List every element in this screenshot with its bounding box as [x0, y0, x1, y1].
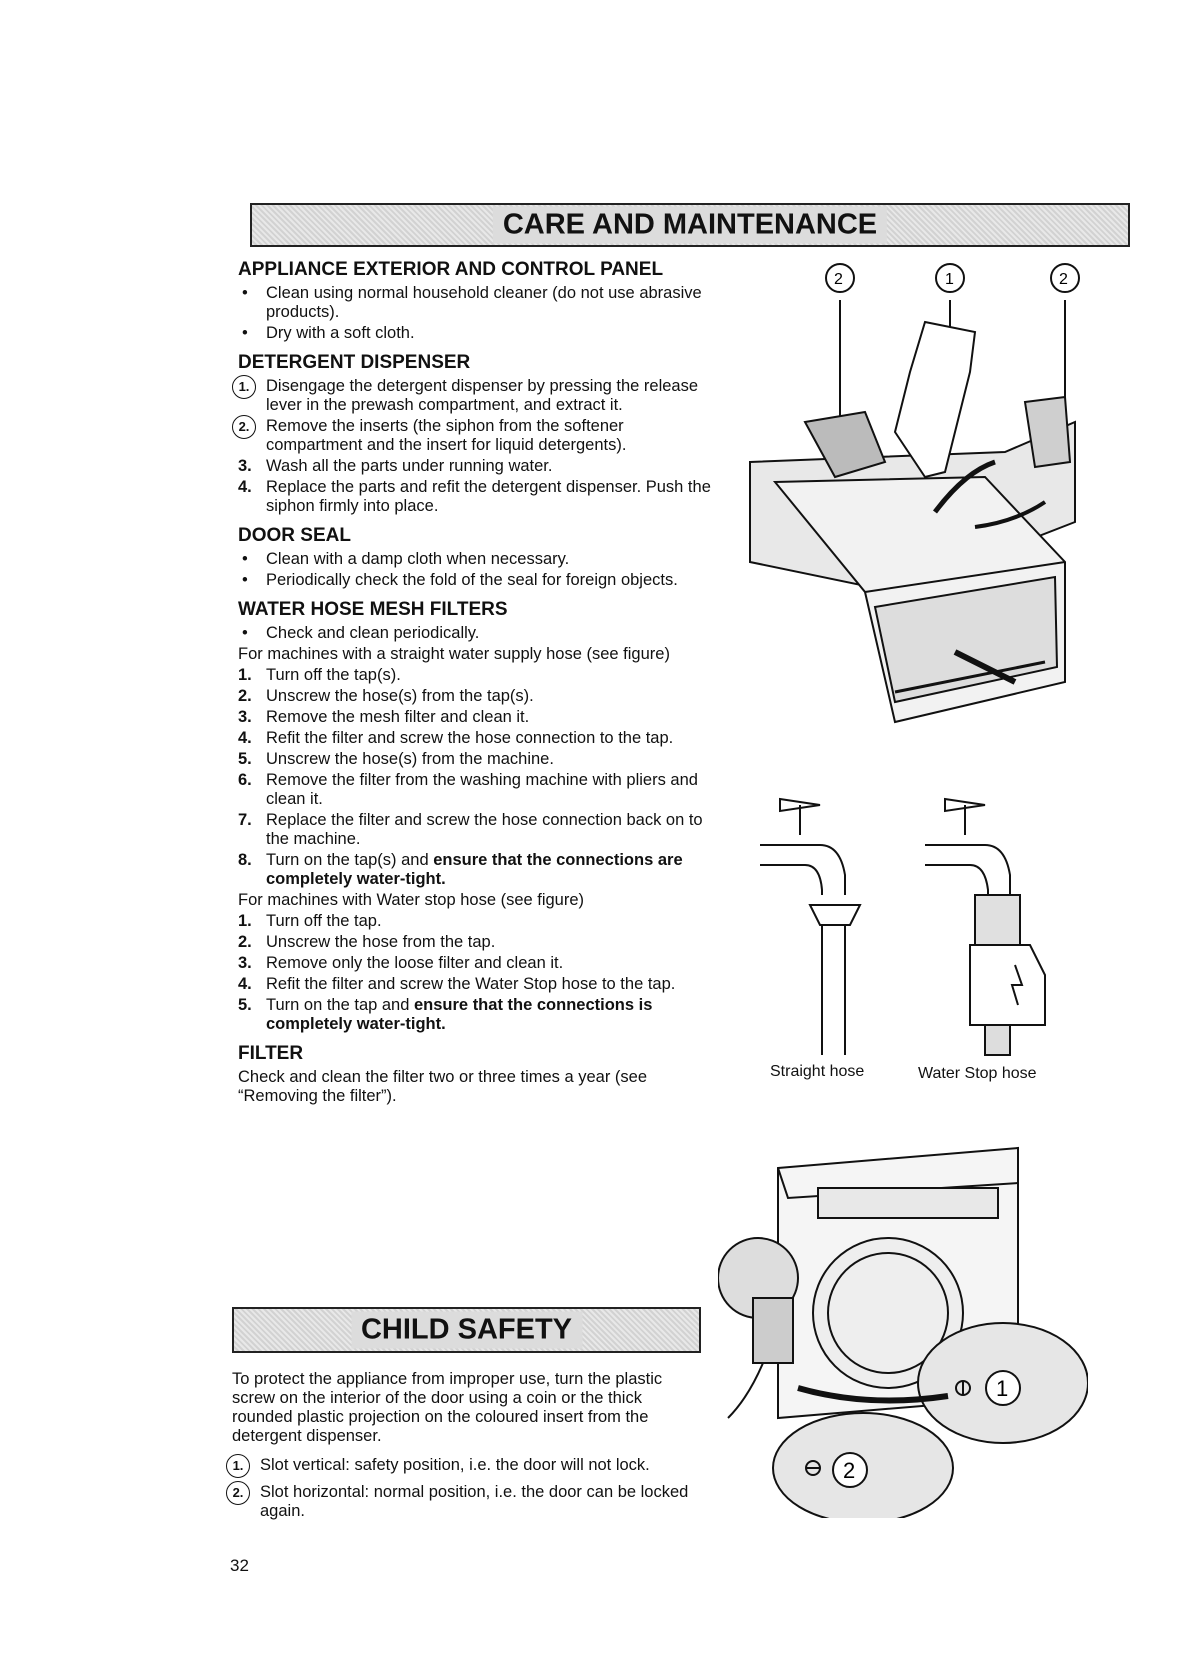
hose-step: 3. Remove the mesh filter and clean it. [238, 708, 530, 726]
hose-bullet: • Check and clean periodically. [238, 624, 713, 643]
step-number-circle: 1. [232, 375, 256, 399]
child-safety-paragraph: To protect the appliance from improper use, turn the plastic screw on the interior of the door using a coin or the thick rounded plastic projection on the coloured insert from the detergent dispenser. [232, 1370, 663, 1445]
filter-text: Check and clean the filter two or three times a year (see “Removing the filter”). [238, 1068, 648, 1105]
care-maintenance-banner [250, 203, 1130, 247]
step-number: 4. [238, 478, 252, 496]
dispenser-heading: DETERGENT DISPENSER [238, 352, 471, 373]
hose-intro-waterstop: For machines with Water stop hose (see figure) [238, 891, 585, 909]
step-number: 3. [238, 457, 252, 475]
care-maintenance-title: CARE AND MAINTENANCE [493, 207, 887, 244]
hose-step: 8. Turn on the tap(s) and ensure that the connections are completely water-tight. [238, 851, 683, 888]
hose-step: 4. Refit the filter and screw the hose connection to the tap. [238, 729, 674, 747]
page-number: 32 [230, 1556, 249, 1575]
hose-step: 3. Remove only the loose filter and clean it. [238, 954, 564, 972]
child-safety-step: 2. Slot horizontal: normal position, i.e. the door can be locked again. [232, 1483, 702, 1521]
door-callout-1: 1 [996, 1376, 1009, 1401]
door-seal-bullet: • Clean with a damp cloth when necessary. [238, 550, 713, 569]
dispenser-section [238, 351, 713, 516]
hose-step: 6. Remove the filter from the washing machine with pliers and clean it. [238, 771, 698, 808]
child-safety-text [232, 1368, 702, 1523]
filter-heading: FILTER [238, 1043, 304, 1064]
hose-step: 1. Turn off the tap(s). [238, 666, 401, 684]
hose-step: 4. Refit the filter and screw the Water Stop hose to the tap. [238, 975, 676, 993]
hose-step: 5. Unscrew the hose(s) from the machine. [238, 750, 554, 768]
exterior-section [238, 258, 713, 343]
door-seal-heading: DOOR SEAL [238, 525, 351, 546]
left-text-column [238, 258, 713, 1114]
hose-intro-straight: For machines with a straight water supply hose (see figure) [238, 645, 670, 663]
callout-2-left: 2 [834, 271, 843, 288]
hose-heading: WATER HOSE MESH FILTERS [238, 599, 508, 620]
door-seal-bullet: • Periodically check the fold of the seal for foreign objects. [238, 571, 713, 590]
callout-2-right: 2 [1059, 271, 1068, 288]
child-safety-title: CHILD SAFETY [351, 1312, 582, 1349]
hose-step: 1. Turn off the tap. [238, 912, 382, 930]
dispenser-step: 3. Wash all the parts under running water. [238, 457, 553, 475]
child-safety-step: 1. Slot vertical: safety position, i.e. the door will not lock. [232, 1456, 702, 1475]
callout-1: 1 [945, 271, 954, 288]
dispenser-step: 2. Remove the inserts (the siphon from the softener compartment and the insert for liquid detergents). [238, 417, 713, 455]
dispenser-step: 4. Replace the parts and refit the detergent dispenser. Push the siphon firmly into place. [238, 478, 711, 515]
hose-step: 2. Unscrew the hose from the tap. [238, 933, 496, 951]
exterior-bullet: • Clean using normal household cleaner (do not use abrasive products). [238, 284, 713, 322]
exterior-heading: APPLIANCE EXTERIOR AND CONTROL PANEL [238, 259, 664, 280]
hose-step: 2. Unscrew the hose(s) from the tap(s). [238, 687, 534, 705]
door-seal-section [238, 524, 713, 590]
dispenser-illustration [745, 262, 1090, 732]
hose-step: 7. Replace the filter and screw the hose connection back on to the machine. [238, 811, 703, 848]
door-callout-2: 2 [843, 1458, 856, 1483]
hose-section [238, 598, 713, 1034]
hose-illustration [760, 795, 1080, 1075]
child-safety-banner [232, 1307, 701, 1353]
step-number-circle: 2. [232, 415, 256, 439]
exterior-bullet: • Dry with a soft cloth. [238, 324, 713, 343]
door-lock-illustration [718, 1138, 1088, 1518]
straight-hose-caption: Straight hose [770, 1063, 865, 1080]
hose-step: 5. Turn on the tap and ensure that the connections is completely water-tight. [238, 996, 653, 1033]
water-stop-hose-caption: Water Stop hose [918, 1065, 1037, 1082]
dispenser-step: 1. Disengage the detergent dispenser by pressing the release lever in the prewash compartment, and extract it. [238, 377, 713, 415]
filter-section [238, 1042, 713, 1106]
